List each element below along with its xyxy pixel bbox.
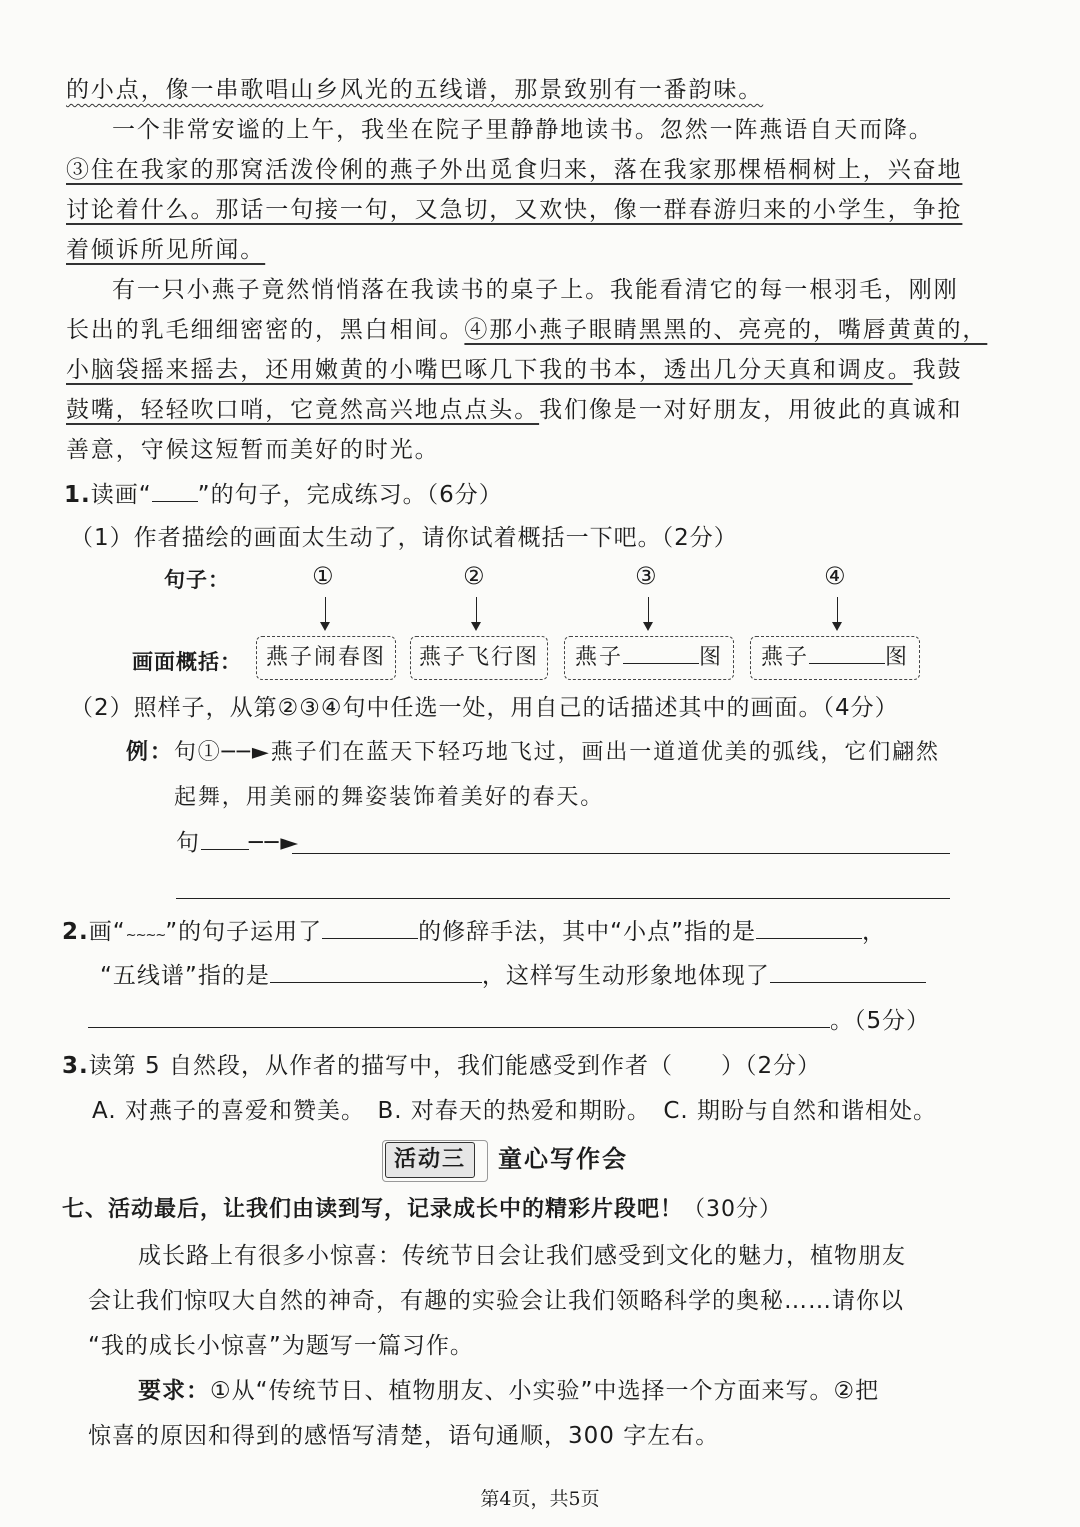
answer-blank[interactable] [201,827,249,850]
down-arrow [837,597,838,623]
answer-line[interactable] [176,898,950,899]
question-1-sub2: （2）照样子，从第②③④句中任选一处，用自己的话描述其中的画面。（4分） [70,695,899,721]
answer-blank[interactable] [623,639,699,664]
down-arrow [648,597,649,623]
sentence-mark-4: ④ [824,562,846,590]
answer-blank[interactable] [756,916,862,939]
answer-blank[interactable] [322,916,418,939]
wavy-sample: ~~~~ [125,928,166,943]
down-arrow-icon [320,622,330,631]
summary-box-1: 燕子闹春图 [256,636,396,680]
passage-line: 小脑袋摇来摇去，还用嫩黄的小嘴巴啄几下我的书本，透出几分天真和调皮。我鼓 [66,357,963,383]
answer-line[interactable] [292,853,950,854]
prompt-line: 会让我们惊叹大自然的神奇，有趣的实验会让我们领略科学的奥秘……请你以 [88,1288,904,1314]
down-arrow-icon [471,622,481,631]
underlined-sentence: 讨论着什么。那话一句接一句，又急切，又欢快，像一群春游归来的小学生，争抢 [66,197,963,223]
requirement-line: 惊喜的原因和得到的感悟写清楚，语句通顺，300 字左右。 [88,1423,720,1449]
page-footer: 第4页，共5页 [480,1488,600,1510]
passage-line [66,230,265,270]
question-1-sub1: （1）作者描绘的画面太生动了，请你试着概括一下吧。（2分） [70,525,738,551]
down-arrow-icon [643,622,653,631]
question-3-options[interactable]: A. 对燕子的喜爱和赞美。 B. 对春天的热爱和期盼。 C. 期盼与自然和谐相处。 [92,1098,938,1124]
underlined-sentence: ④那小燕子眼睛黑黑的、亮亮的，嘴唇黄黄的， [464,317,988,343]
prompt-line: 成长路上有很多小惊喜：传统节日会让我们感受到文化的魅力，植物朋友 [138,1243,906,1269]
example-line: 例：句①──►燕子们在蓝天下轻巧地飞过，画出一道道优美的弧线，它们翩然 [126,740,940,765]
underlined-sentence: ③住在我家的那窝活泼伶俐的燕子外出觅食归来，落在我家那棵梧桐树上，兴奋地 [66,157,963,183]
passage-line: 长出的乳毛细细密密的，黑白相间。④那小燕子眼睛黑黑的、亮亮的，嘴唇黄黄的， [66,317,988,343]
wavy-sentence: 的小点，像一串歌唱山乡风光的五线谱，那景致别有一番韵味。 [66,77,764,103]
down-arrow [325,597,326,623]
underline-sample [152,479,198,502]
underlined-sentence: 鼓嘴，轻轻吹口哨，它竟然高兴地点点头。 [66,397,540,423]
activity-badge: 活动三 [385,1142,475,1178]
question-2-stem: 2.画“~~~~”的句子运用了 的修辞手法，其中“小点”指的是 ， [62,912,886,956]
sentence-mark-1: ① [312,562,334,590]
passage-line: 善意，守候这短暂而美好的时光。 [66,437,440,463]
sentence-mark-2: ② [463,562,485,590]
question-2-line3: 。（5分） [88,1001,930,1041]
answer-blank[interactable] [270,960,482,983]
passage-line [66,70,763,110]
passage-line: 有一只小燕子竟然悄悄落在我读书的桌子上。我能看清它的每一根羽毛，刚刚 [112,277,959,303]
sentence-label: 句子： [164,568,230,592]
answer-blank[interactable] [809,639,885,664]
underlined-sentence: 小脑袋摇来摇去，还用嫩黄的小嘴巴啄几下我的书本，透出几分天真和调皮。 [66,357,913,383]
requirement-line: 要求：①从“传统节日、植物朋友、小实验”中选择一个方面来写。②把 [138,1378,880,1404]
passage-line: 鼓嘴，轻轻吹口哨，它竟然高兴地点点头。我们像是一对好朋友，用彼此的真诚和 [66,397,963,423]
answer-blank[interactable] [88,1005,830,1028]
summary-box-3[interactable]: 燕子 图 [564,636,734,680]
section-7-heading: 七、活动最后，让我们由读到写，记录成长中的精彩片段吧！（30分） [62,1197,783,1222]
summary-box-4[interactable]: 燕子 图 [750,636,920,680]
answer-row: 句 ──► [176,823,300,863]
question-1-stem: 1.读画“ ”的句子，完成练习。（6分） [64,475,503,515]
summary-box-2: 燕子飞行图 [410,636,548,680]
passage-line [66,150,962,190]
prompt-line: “我的成长小惊喜”为题写一篇习作。 [88,1333,474,1359]
passage-line [66,190,962,230]
down-arrow [476,597,477,623]
down-arrow-icon [832,622,842,631]
answer-blank[interactable] [770,960,926,983]
question-2-line2: “五线谱”指的是 ，这样写生动形象地体现了 [100,956,926,996]
example-line: 起舞，用美丽的舞姿装饰着美好的春天。 [174,785,605,810]
underlined-sentence: 着倾诉所见所闻。 [66,237,266,263]
passage-line: 一个非常安谧的上午，我坐在院子里静静地读书。忽然一阵燕语自天而降。 [112,117,934,143]
question-3-stem: 3.读第 5 自然段，从作者的描写中，我们能感受到作者（ ）（2分） [62,1053,822,1079]
activity-title: 童心写作会 [498,1145,628,1173]
sentence-mark-3: ③ [635,562,657,590]
summary-label: 画面概括： [132,650,242,674]
